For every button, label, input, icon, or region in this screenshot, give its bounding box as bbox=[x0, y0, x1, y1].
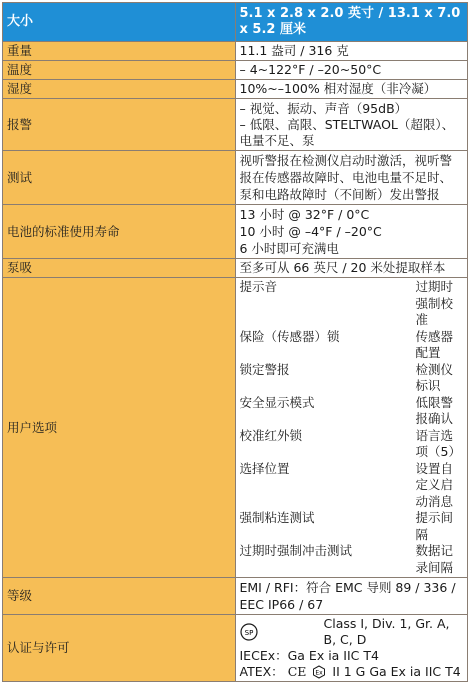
option-item: 设置自定义启动消息 bbox=[415, 460, 454, 509]
row-label: 温度 bbox=[3, 61, 236, 80]
row-value bbox=[235, 615, 468, 682]
option-item: 校准红外锁 bbox=[239, 427, 303, 443]
atex-prefix: ATEX： bbox=[239, 664, 284, 679]
row-rating bbox=[3, 578, 468, 615]
row-value: 至多可从 66 英尺 / 20 米处提取样本 bbox=[235, 259, 468, 278]
csa-line bbox=[240, 616, 464, 648]
option-item: 过期时强制校准 bbox=[415, 279, 454, 327]
row-pump bbox=[3, 259, 468, 278]
atex-rest: II 1 G Ga Ex ia IIC T4 bbox=[332, 664, 461, 679]
row-label: 泵吸 bbox=[3, 259, 236, 278]
option-item: 过期时强制冲击测试 bbox=[239, 543, 353, 558]
csa-logo-icon bbox=[240, 623, 258, 641]
row-certification bbox=[3, 615, 468, 682]
option-item: 数据记录间隔 bbox=[415, 543, 454, 575]
row-user-options bbox=[3, 278, 468, 578]
row-label: 测试 bbox=[3, 151, 236, 205]
row-label: 认证与许可 bbox=[3, 615, 236, 682]
iecex-line: IECEx：Ga Ex ia IIC T4 bbox=[239, 648, 379, 663]
header-value: 5.1 x 2.8 x 2.0 英寸 / 13.1 x 7.0 x 5.2 厘米 bbox=[235, 3, 468, 42]
option-item: 强制粘连测试 bbox=[239, 510, 315, 525]
option-item: 选择位置 bbox=[239, 460, 290, 476]
row-label: 用户选项 bbox=[3, 278, 236, 578]
option-item: 传感器配置 bbox=[415, 328, 454, 360]
alarm-line: – 视觉、振动、声音（95dB） bbox=[239, 100, 408, 116]
row-value: 11.1 盎司 / 316 克 bbox=[235, 42, 468, 61]
option-item: 锁定警报 bbox=[239, 361, 290, 377]
option-item: 语言选项（5） bbox=[415, 427, 461, 459]
row-value: 10%~–100% 相对湿度（非冷凝） bbox=[235, 80, 468, 99]
row-value: EMI / RFI：符合 EMC 导则 89 / 336 / EEC IP66 / 67 bbox=[235, 578, 468, 615]
battery-line: 13 小时 @ 32°F / 0°C bbox=[239, 207, 370, 222]
row-value: 视听警报在检测仪启动时激活，视听警报在传感器故障时、电池电量不足时、泵和电路故障时（不间断）发出警报 bbox=[235, 151, 468, 205]
row-value bbox=[235, 205, 468, 259]
row-battery bbox=[3, 205, 468, 259]
spec-table bbox=[2, 2, 468, 682]
header-row bbox=[3, 3, 468, 42]
ex-mark-text: Ex bbox=[315, 669, 324, 677]
row-humidity bbox=[3, 80, 468, 99]
row-label: 报警 bbox=[3, 99, 236, 151]
row-label: 湿度 bbox=[3, 80, 236, 99]
ce-mark-icon: CE bbox=[287, 664, 307, 679]
battery-line: 6 小时即可充满电 bbox=[239, 241, 339, 256]
option-item: 提示间隔 bbox=[415, 510, 454, 542]
option-item: 检测仪标识 bbox=[415, 361, 454, 393]
row-label: 重量 bbox=[3, 42, 236, 61]
user-options-grid bbox=[240, 279, 464, 576]
row-value bbox=[235, 278, 468, 578]
ex-hexagon-icon bbox=[312, 665, 326, 679]
row-value: – 4~122°F / –20~50°C bbox=[235, 61, 468, 80]
row-label: 电池的标准使用寿命 bbox=[3, 205, 236, 259]
option-item: 低限警报确认 bbox=[415, 394, 454, 426]
row-alarm bbox=[3, 99, 468, 151]
row-test bbox=[3, 151, 468, 205]
row-temperature bbox=[3, 61, 468, 80]
option-item: 安全显示模式 bbox=[239, 394, 315, 410]
csa-class: Class I, Div. 1, Gr. A, B, C, D bbox=[323, 616, 450, 647]
row-weight bbox=[3, 42, 468, 61]
row-label: 等级 bbox=[3, 578, 236, 615]
header-label: 大小 bbox=[3, 3, 236, 42]
option-item: 保险（传感器）锁 bbox=[239, 328, 340, 344]
atex-line bbox=[240, 664, 464, 680]
csa-mark-text: SP bbox=[244, 629, 253, 637]
option-item: 提示音 bbox=[239, 279, 278, 294]
battery-line: 10 小时 @ –4°F / –20°C bbox=[239, 224, 382, 239]
alarm-line: – 低限、高限、STELTWAOL（超限）、电量不足、泵 bbox=[239, 116, 455, 148]
row-value bbox=[235, 99, 468, 151]
